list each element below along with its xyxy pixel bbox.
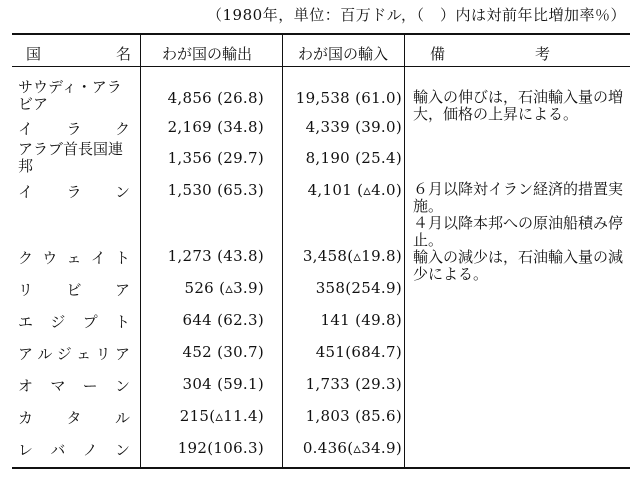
export-value: 452 (30.7)	[182, 343, 264, 361]
country-name: サウディ・アラビア	[18, 78, 122, 113]
table-row	[12, 375, 630, 407]
export-value: 2,169 (34.8)	[167, 118, 264, 136]
note-iran: ６月以降対イラン経済的措置実施。 ４月以降本邦への原油船積み停止。 輸入の減少は，石油輸入量の減少による。	[413, 180, 624, 283]
import-value: 4,101 (▵4.0)	[307, 181, 402, 199]
note-saudi: 輸入の伸びは，石油輸入量の増大，価格の上昇による。	[413, 88, 624, 123]
import-value: 1,803 (85.6)	[305, 407, 402, 425]
header-exports: わが国の輸出	[162, 45, 253, 63]
table-row	[12, 279, 630, 311]
import-value: 8,190 (25.4)	[305, 149, 402, 167]
table-caption: （1980年，単位：百万ドル，（ ）内は対前年比増加率％）	[207, 6, 626, 24]
import-value: 19,538 (61.0)	[295, 89, 402, 107]
export-value: 1,273 (43.8)	[167, 247, 264, 265]
export-value: 1,356 (29.7)	[167, 149, 264, 167]
header-notes: 備 考	[430, 45, 551, 63]
country-name: イ ラ ク	[18, 120, 130, 138]
export-value: 644 (62.3)	[182, 311, 264, 329]
country-name: レ バ ノ ン	[18, 441, 130, 459]
table-row	[12, 141, 630, 173]
country-name: エ ジ プ ト	[18, 313, 130, 331]
import-value: 358(254.9)	[315, 279, 402, 297]
export-value: 192(106.3)	[177, 439, 264, 457]
country-name: オ マ ー ン	[18, 377, 130, 395]
country-name: カ タ ル	[18, 409, 130, 427]
import-value: 451(684.7)	[315, 343, 402, 361]
header-country: 国 名	[26, 45, 132, 63]
header-imports: わが国の輸入	[298, 45, 389, 63]
table-row	[12, 311, 630, 343]
import-value: 3,458(▵19.8)	[302, 247, 402, 265]
export-value: 526 (▵3.9)	[184, 279, 264, 297]
country-name: ク ウ ェ イ ト	[18, 249, 130, 267]
country-name: ア ル ジ ェ リ ア	[18, 345, 130, 363]
import-value: 0.436(▵34.9)	[302, 439, 402, 457]
table-row	[12, 439, 630, 471]
country-name: リ ビ ア	[18, 281, 130, 299]
export-value: 215(▵11.4)	[179, 407, 264, 425]
import-value: 4,339 (39.0)	[305, 118, 402, 136]
import-value: 1,733 (29.3)	[305, 375, 402, 393]
trade-table	[12, 33, 630, 469]
table-row	[12, 407, 630, 439]
country-name: イ ラ ン	[18, 183, 130, 201]
table-row	[12, 343, 630, 375]
export-value: 304 (59.1)	[182, 375, 264, 393]
header-divider	[12, 66, 630, 67]
export-value: 1,530 (65.3)	[167, 181, 264, 199]
export-value: 4,856 (26.8)	[167, 89, 264, 107]
country-name: アラブ首長国連邦	[18, 140, 124, 175]
import-value: 141 (49.8)	[320, 311, 402, 329]
